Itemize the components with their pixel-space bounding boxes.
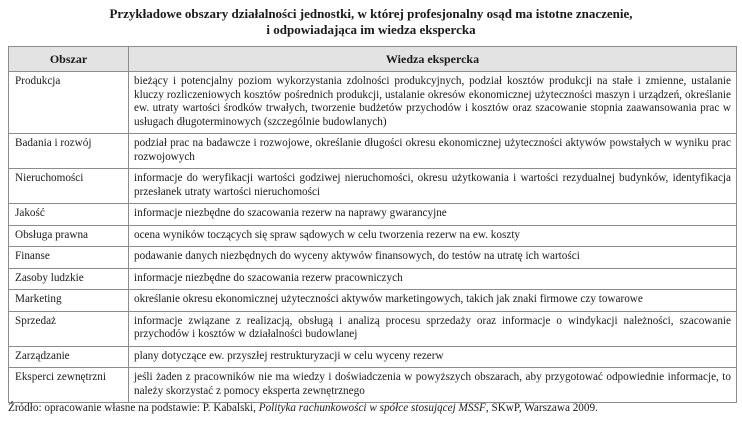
column-header-expert-knowledge: Wiedza ekspercka	[129, 47, 737, 72]
row-expert-knowledge: bieżący i potencjalny poziom wykorzystania zdolności produkcyjnych, podział kosztów produkcji na stałe i zmienne, ustalanie kluczy rozliczeniowych kosztów pośrednich produkcji, ustalanie okresów ekonomicznej użyteczności maszyn i urządzeń, określanie ew. utraty wartości środków trwałych, tworzenie budżetów przychodów i kosztów oraz szacowanie stopnia zaawansowania prac w usługach długoterminowych (szczególnie budowlanych)	[129, 72, 737, 134]
table-row	[9, 204, 737, 226]
source-book-title: Polityka rachunkowości w spółce stosującej MSSF	[258, 402, 486, 414]
table-row	[9, 247, 737, 269]
table-header-row	[9, 47, 737, 72]
row-area: Finanse	[9, 247, 129, 269]
table-row	[9, 72, 737, 134]
row-area: Eksperci zewnętrzni	[9, 368, 129, 403]
table-row	[9, 134, 737, 169]
row-area: Sprzedaż	[9, 311, 129, 346]
row-expert-knowledge: określanie okresu ekonomicznej użyteczności aktywów marketingowych, takich jak znaki firmowe czy towarowe	[129, 290, 737, 312]
row-expert-knowledge: informacje niezbędne do szacowania rezerw na naprawy gwarancyjne	[129, 204, 737, 226]
table-row	[9, 346, 737, 368]
column-header-area: Obszar	[9, 47, 129, 72]
table-row	[9, 225, 737, 247]
row-expert-knowledge: jeśli żaden z pracowników nie ma wiedzy i doświadczenia w powyższych obszarach, aby przygotować odpowiednie informacje, to należy skorzystać z pomocy eksperta zewnętrznego	[129, 368, 737, 403]
row-expert-knowledge: ocena wyników toczących się spraw sądowych w celu tworzenia rezerw na ew. koszty	[129, 225, 737, 247]
row-expert-knowledge: podawanie danych niezbędnych do wyceny aktywów finansowych, do testów na utratę ich wartości	[129, 247, 737, 269]
source-note	[8, 402, 598, 414]
row-area: Zasoby ludzkie	[9, 268, 129, 290]
table-title	[0, 6, 742, 38]
table-title-line-2: i odpowiadająca im wiedza ekspercka	[266, 22, 476, 37]
table-row	[9, 268, 737, 290]
source-suffix: , SKwP, Warszawa 2009.	[485, 402, 598, 414]
table-title-line-1: Przykładowe obszary działalności jednostki, w której profesjonalny osąd ma istotne znaczenie,	[109, 6, 633, 21]
row-area: Zarządzanie	[9, 346, 129, 368]
row-area: Nieruchomości	[9, 169, 129, 204]
row-area: Marketing	[9, 290, 129, 312]
table-row	[9, 169, 737, 204]
table-row	[9, 290, 737, 312]
row-area: Badania i rozwój	[9, 134, 129, 169]
table-row	[9, 368, 737, 403]
table-row	[9, 311, 737, 346]
row-expert-knowledge: informacje do weryfikacji wartości godziwej nieruchomości, okresu użytkowania i wartości rezydualnej budynków, identyfikacja przesłanek utraty wartości nieruchomości	[129, 169, 737, 204]
row-expert-knowledge: informacje niezbędne do szacowania rezerw pracowniczych	[129, 268, 737, 290]
source-prefix: Źródło: opracowanie własne na podstawie: P. Kabalski,	[8, 402, 259, 414]
row-area: Obsługa prawna	[9, 225, 129, 247]
expert-knowledge-table	[8, 46, 737, 403]
row-area: Jakość	[9, 204, 129, 226]
row-expert-knowledge: podział prac na badawcze i rozwojowe, określanie długości okresu ekonomicznej użyteczności aktywów powstałych w wyniku prac rozwojowych	[129, 134, 737, 169]
row-expert-knowledge: informacje związane z realizacją, obsługą i analizą procesu sprzedaży oraz informacje o windykacji należności, szacowanie przychodów i kosztów w działalności budowlanej	[129, 311, 737, 346]
row-area: Produkcja	[9, 72, 129, 134]
row-expert-knowledge: plany dotyczące ew. przyszłej restrukturyzacji w celu wyceny rezerw	[129, 346, 737, 368]
